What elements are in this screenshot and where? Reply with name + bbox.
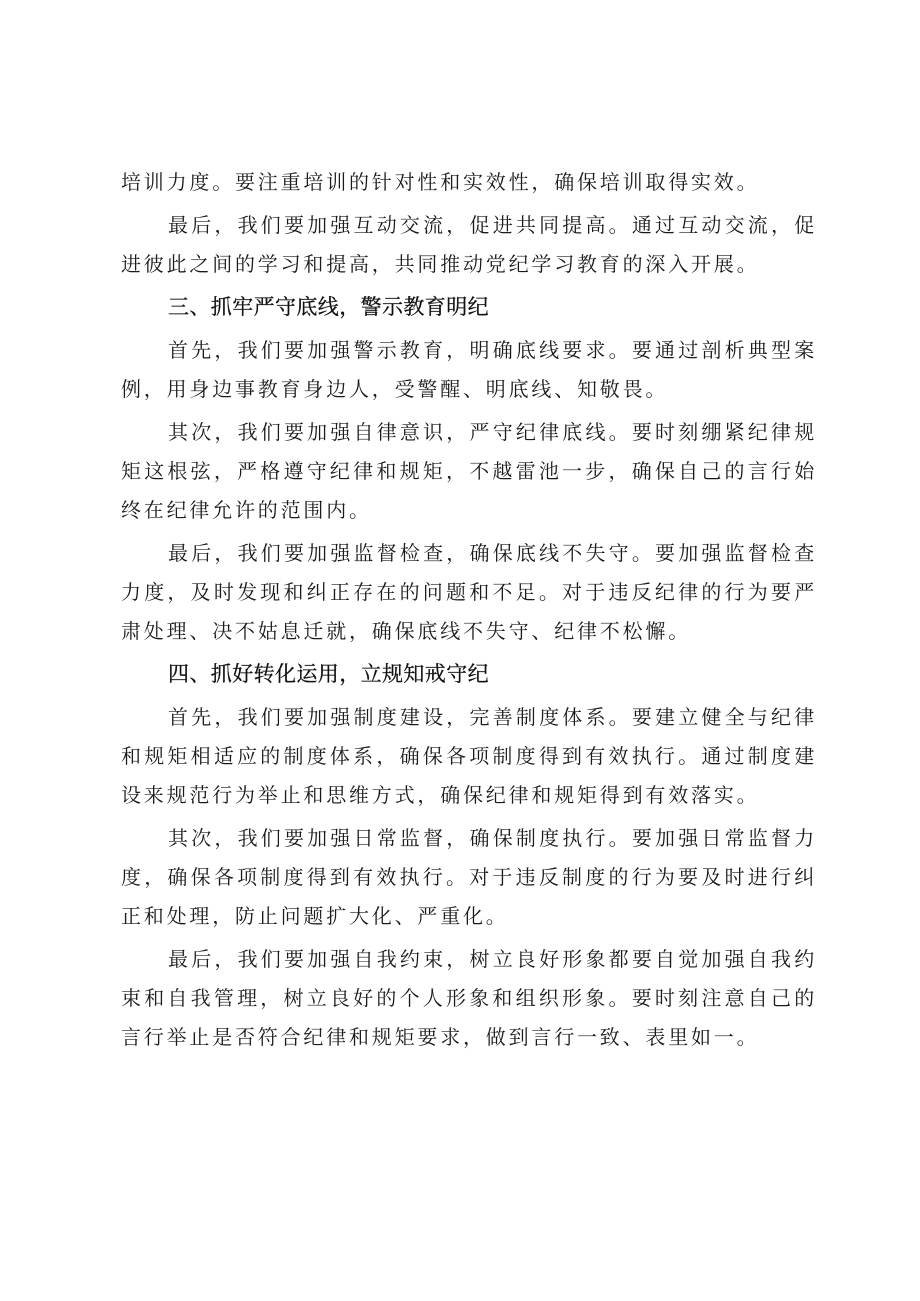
- paragraph: 首先，我们要加强制度建设，完善制度体系。要建立健全与纪律和规矩相适应的制度体系，确保各项制度得到有效执行。通过制度建设来规范行为举止和思维方式，确保纪律和规矩得到有效落实。: [121, 705, 817, 807]
- paragraph: 其次，我们要加强自律意识，严守纪律底线。要时刻绷紧纪律规矩这根弦，严格遵守纪律和规矩，不越雷池一步，确保自己的言行始终在纪律允许的范围内。: [121, 420, 817, 522]
- document-body: [121, 163, 817, 1061]
- paragraph: 最后，我们要加强监督检查，确保底线不失守。要加强监督检查力度，及时发现和纠正存在的问题和不足。对于违反纪律的行为要严肃处理、决不姑息迁就，确保底线不失守、纪律不松懈。: [121, 541, 817, 643]
- paragraph: 培训力度。要注重培训的针对性和实效性，确保培训取得实效。: [121, 170, 760, 194]
- section-heading: 四、抓好转化运用，立规知戒守纪: [168, 662, 489, 686]
- paragraph: 最后，我们要加强互动交流，促进共同提高。通过互动交流，促进彼此之间的学习和提高，共同推动党纪学习教育的深入开展。: [121, 213, 817, 276]
- section-heading: 三、抓牢严守底线，警示教育明纪: [168, 295, 489, 319]
- paragraph: 最后，我们要加强自我约束，树立良好形象都要自觉加强自我约束和自我管理，树立良好的个人形象和组织形象。要时刻注意自己的言行举止是否符合纪律和规矩要求，做到言行一致、表里如一。: [121, 947, 817, 1049]
- paragraph: 首先，我们要加强警示教育，明确底线要求。要通过剖析典型案例，用身边事教育身边人，受警醒、明底线、知敬畏。: [121, 338, 817, 401]
- paragraph: 其次，我们要加强日常监督，确保制度执行。要加强日常监督力度，确保各项制度得到有效执行。对于违反制度的行为要及时进行纠正和处理，防止问题扩大化、严重化。: [121, 826, 817, 928]
